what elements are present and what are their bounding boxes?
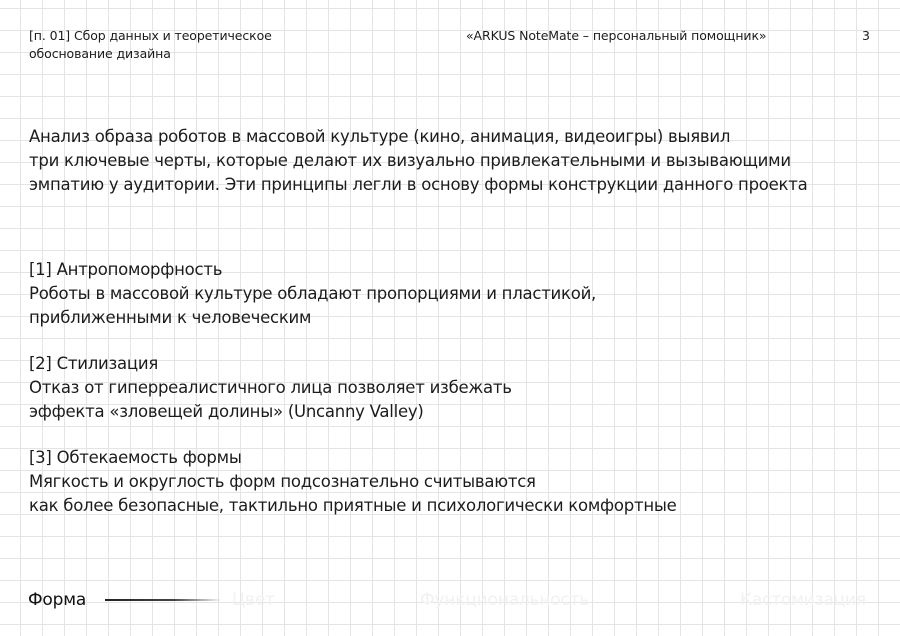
principle-text-line: Роботы в массовой культуре обладают пропорциями и пластикой, bbox=[29, 284, 597, 303]
principle-title: [2] Стилизация bbox=[29, 354, 159, 373]
principle-streamlined-form bbox=[29, 446, 677, 518]
nav-item-customization[interactable]: Кастомизация bbox=[740, 590, 866, 610]
principle-text-line: приближенными к человеческим bbox=[29, 308, 312, 327]
intro-line: Анализ образа роботов в массовой культуре (кино, анимация, видеоигры) выявил bbox=[29, 127, 731, 146]
section-title: [п. 01] Сбор данных и теоретическое обоснование дизайна bbox=[29, 28, 272, 61]
project-title: «ARKUS NoteMate – персональный помощник» bbox=[466, 28, 767, 43]
principle-text-line: как более безопасные, тактильно приятные и психологически комфортные bbox=[29, 496, 677, 515]
intro-line: эмпатию у аудитории. Эти принципы легли в основу формы конструкции данного проекта bbox=[29, 175, 808, 194]
principle-text-line: эффекта «зловещей долины» (Uncanny Valley) bbox=[29, 402, 424, 421]
nav-item-functionality[interactable]: Функциональность bbox=[420, 590, 590, 610]
principle-stylization bbox=[29, 352, 512, 424]
page-number: 3 bbox=[862, 28, 870, 43]
section-nav bbox=[0, 586, 900, 616]
nav-item-form[interactable]: Форма bbox=[28, 590, 87, 610]
principle-text-line: Мягкость и округлость форм подсознательно считываются bbox=[29, 472, 536, 491]
principle-anthropomorphism bbox=[29, 258, 596, 330]
nav-item-color[interactable]: Цвет bbox=[232, 590, 275, 610]
principle-text-line: Отказ от гиперреалистичного лица позволяет избежать bbox=[29, 378, 512, 397]
principle-title: [3] Обтекаемость формы bbox=[29, 448, 242, 467]
principle-title: [1] Антропоморфность bbox=[29, 260, 223, 279]
active-indicator-line bbox=[105, 599, 220, 601]
intro-line: три ключевые черты, которые делают их визуально привлекательными и вызывающими bbox=[29, 151, 791, 170]
intro-paragraph bbox=[29, 125, 807, 197]
